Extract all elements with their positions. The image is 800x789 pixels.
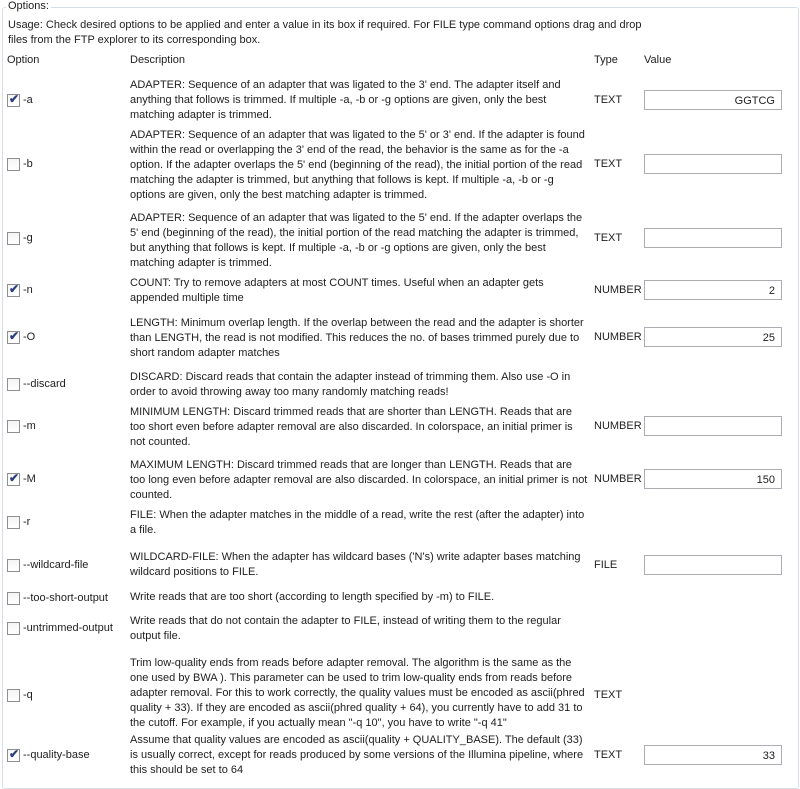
option-description: Trim low-quality ends from reads before adapter removal. The algorithm is the same as the one used by BWA ). This parameter can be used to trim low-quality ends from reads before adapter removal. For this to work correctly, the quality values must be encoded as ascii(phred quality + 33). If they are encoded as ascii(phred quality + 64), you currently have to add 31 to the cutoff. For example, if you actually mean "-q 10", you have to write "-q 41" (130, 657, 585, 729)
option-checkbox[interactable] (7, 473, 20, 486)
option-type: NUMBER (594, 284, 642, 296)
checkmark-icon: ✔ (9, 92, 20, 106)
option-name: -g (23, 232, 33, 244)
option-description: DISCARD: Discard reads that contain the adapter instead of trimming them. Also use -O in order to avoid throwing away too many randomly matching reads! (130, 371, 571, 398)
option-name: -b (23, 158, 33, 170)
option-value-input[interactable]: 150 (644, 469, 782, 489)
option-value-input[interactable] (644, 555, 782, 575)
option-type: TEXT (594, 94, 623, 106)
option-value-input[interactable] (644, 228, 782, 248)
option-description: MINIMUM LENGTH: Discard trimmed reads that are shorter than LENGTH. Reads that are too short even before adapter removal are also discarded. In colorspace, an initial primer is not counted. (130, 406, 573, 448)
option-type: TEXT (594, 232, 623, 244)
option-description: Write reads that do not contain the adapter to FILE, instead of writing them to the regular output file. (130, 615, 561, 642)
header-description: Description (130, 54, 186, 66)
option-checkbox[interactable] (7, 158, 20, 171)
option-description: Write reads that are too short (according to length specified by -m) to FILE. (130, 591, 495, 603)
option-name: --discard (23, 378, 66, 390)
option-type: NUMBER (594, 331, 642, 343)
checkmark-icon: ✔ (9, 747, 20, 761)
option-checkbox[interactable] (7, 622, 20, 635)
option-checkbox[interactable] (7, 420, 20, 433)
option-name: --wildcard-file (23, 559, 89, 571)
option-name: -O (23, 331, 36, 343)
option-name: -n (23, 284, 33, 296)
option-type: NUMBER (594, 473, 642, 485)
option-description: Assume that quality values are encoded as ascii(quality + QUALITY_BASE). The default (33) is usually correct, except for reads produced by some versions of the Illumina pipeline, where this should be set to 64 (130, 734, 584, 776)
option-description: ADAPTER: Sequence of an adapter that was ligated to the 5' end. If the adapter overlaps the 5' end (beginning of the read), the initial portion of the read matching the adapter is trimmed, but anything that follows is kept. If multiple -a, -b or -g options are given, only the best matching adapter is trimmed. (130, 212, 583, 269)
option-checkbox[interactable] (7, 232, 20, 245)
option-description: ADAPTER: Sequence of an adapter that was ligated to the 5' or 3' end. If the adapter is found within the read or overlapping the 3' end of the read, the behavior is the same as for the -a option. If the adapter overlaps the 5' end (beginning of the read), the initial portion of the read matching the adapter is trimmed, but anything that follows is kept. If multiple -a, -b or -g options are given, only the best matching adapter is trimmed. (130, 129, 585, 201)
option-value-input[interactable]: 2 (644, 280, 782, 300)
option-description: FILE: When the adapter matches in the middle of a read, write the rest (after the adapter) into a file. (130, 509, 585, 536)
checkmark-icon: ✔ (9, 471, 20, 485)
option-checkbox[interactable] (7, 516, 20, 529)
option-name: -r (23, 516, 31, 528)
option-checkbox[interactable] (7, 689, 20, 702)
option-value-input[interactable]: 25 (644, 327, 782, 347)
option-type: TEXT (594, 749, 623, 761)
checkmark-icon: ✔ (9, 282, 20, 296)
option-value-input[interactable] (644, 154, 782, 174)
option-name: -a (23, 94, 33, 106)
option-name: -m (23, 420, 36, 432)
option-type: TEXT (594, 158, 623, 170)
option-checkbox[interactable] (7, 94, 20, 107)
option-name: --quality-base (23, 749, 90, 761)
checkmark-icon: ✔ (9, 329, 20, 343)
option-checkbox[interactable] (7, 331, 20, 344)
option-checkbox[interactable] (7, 284, 20, 297)
options-group-title: Options: (8, 0, 49, 12)
usage-text: Usage: Check desired options to be applied and enter a value in its box if required. For FILE type command options drag and drop files from the FTP explorer to its corresponding box. (8, 19, 642, 46)
option-value-input[interactable] (644, 416, 782, 436)
option-name: -M (23, 473, 36, 485)
header-type: Type (594, 54, 618, 66)
option-checkbox[interactable] (7, 592, 20, 605)
option-type: TEXT (594, 689, 623, 701)
option-type: NUMBER (594, 420, 642, 432)
header-option: Option (7, 54, 40, 66)
header-value: Value (644, 54, 672, 66)
option-type: FILE (594, 559, 618, 571)
option-name: -untrimmed-output (23, 622, 113, 634)
option-value-input[interactable]: 33 (644, 745, 782, 765)
option-name: --too-short-output (23, 592, 108, 604)
option-description: MAXIMUM LENGTH: Discard trimmed reads that are longer than LENGTH. Reads that are too long even before adapter removal are also discarded. In colorspace, an initial primer is not counted. (130, 459, 588, 501)
option-value-input[interactable]: GGTCG (644, 90, 782, 110)
option-checkbox[interactable] (7, 378, 20, 391)
option-checkbox[interactable] (7, 749, 20, 762)
option-description: LENGTH: Minimum overlap length. If the overlap between the read and the adapter is shorter than LENGTH, the read is not modified. This reduces the no. of bases trimmed purely due to short random adapter matches (130, 317, 584, 359)
option-description: COUNT: Try to remove adapters at most COUNT times. Useful when an adapter gets appended multiple time (130, 277, 544, 304)
option-checkbox[interactable] (7, 559, 20, 572)
option-description: WILDCARD-FILE: When the adapter has wildcard bases ('N's) write adapter bases matching wildcard positions to FILE. (130, 551, 581, 578)
option-description: ADAPTER: Sequence of an adapter that was ligated to the 3' end. The adapter itself and anything that follows is trimmed. If multiple -a, -b or -g options are given, only the best matching adapter is trimmed. (130, 79, 561, 121)
option-name: -q (23, 689, 33, 701)
